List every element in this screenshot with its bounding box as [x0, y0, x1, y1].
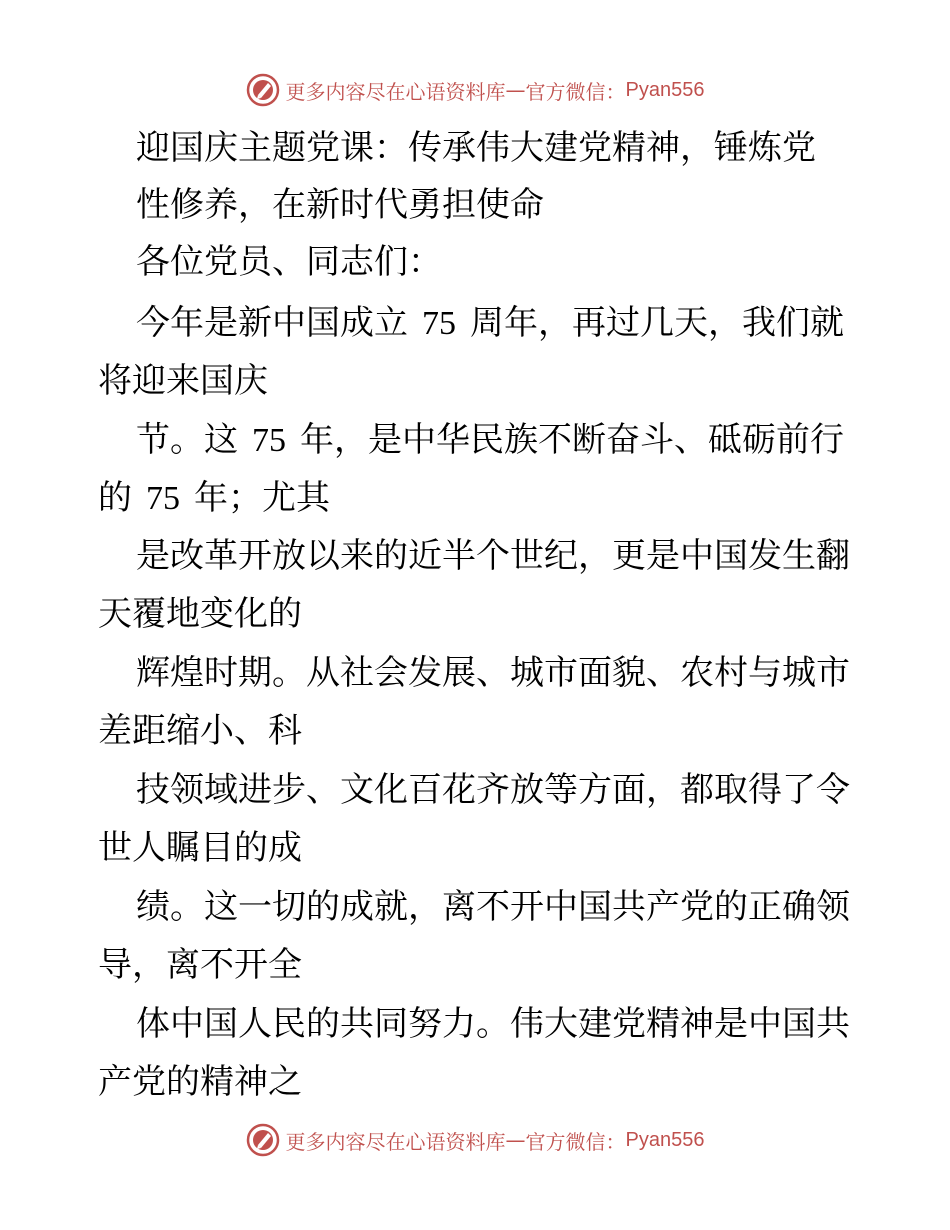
number-75: 75: [422, 305, 456, 342]
watermark-prefix: 更多内容尽在心语资料库: [285, 79, 506, 104]
paragraph-line: [136, 303, 844, 343]
paragraph-line: [98, 478, 330, 518]
watermark-prefix: 更多内容尽在心语资料库: [285, 1129, 506, 1154]
salutation: 各位党员、同志们：: [136, 242, 442, 282]
watermark-separator: —: [505, 78, 526, 102]
text-segment: 周年，再过几天，我们就: [470, 303, 844, 343]
paragraph-line: 将迎来国庆: [98, 361, 268, 401]
paragraph-line: 导，离不开全: [98, 945, 302, 985]
footer-watermark: [0, 1120, 950, 1160]
paragraph-line: 产党的精神之: [98, 1062, 302, 1102]
document-title-line-2: 性修养，在新时代勇担使命: [136, 185, 544, 225]
watermark-wechat-id: Pyan556: [625, 1128, 705, 1151]
paragraph-line: [136, 420, 844, 460]
paragraph-line: 辉煌时期。从社会发展、城市面貌、农村与城市: [136, 653, 850, 693]
text-segment: 的: [98, 478, 132, 518]
text-segment: 节。这: [136, 420, 238, 460]
document-title-line-1: 迎国庆主题党课：传承伟大建党精神，锤炼党: [136, 128, 816, 168]
paragraph-line: 体中国人民的共同努力。伟大建党精神是中国共: [136, 1004, 850, 1044]
watermark-wechat-label: 官方微信：: [525, 79, 626, 104]
text-segment: 今年是新中国成立: [136, 303, 408, 343]
text-segment: 年，是中华民族不断奋斗、砥砺前行: [300, 420, 844, 460]
text-segment: 年；尤其: [194, 478, 330, 518]
paragraph-line: 技领域进步、文化百花齐放等方面，都取得了令: [136, 770, 850, 810]
watermark-wechat-label: 官方微信：: [525, 1129, 626, 1154]
paragraph-line: 差距缩小、科: [98, 711, 302, 751]
number-75: 75: [252, 422, 286, 459]
paragraph-line: 世人瞩目的成: [98, 828, 302, 868]
watermark-wechat-id: Pyan556: [625, 78, 705, 101]
paragraph-line: 绩。这一切的成就，离不开中国共产党的正确领: [136, 887, 850, 927]
paragraph-line: 天覆地变化的: [98, 594, 302, 634]
watermark-separator: —: [505, 1128, 526, 1152]
pen-logo-icon: [246, 1123, 280, 1157]
number-75: 75: [146, 480, 180, 517]
paragraph-line: 是改革开放以来的近半个世纪，更是中国发生翻: [136, 536, 850, 576]
